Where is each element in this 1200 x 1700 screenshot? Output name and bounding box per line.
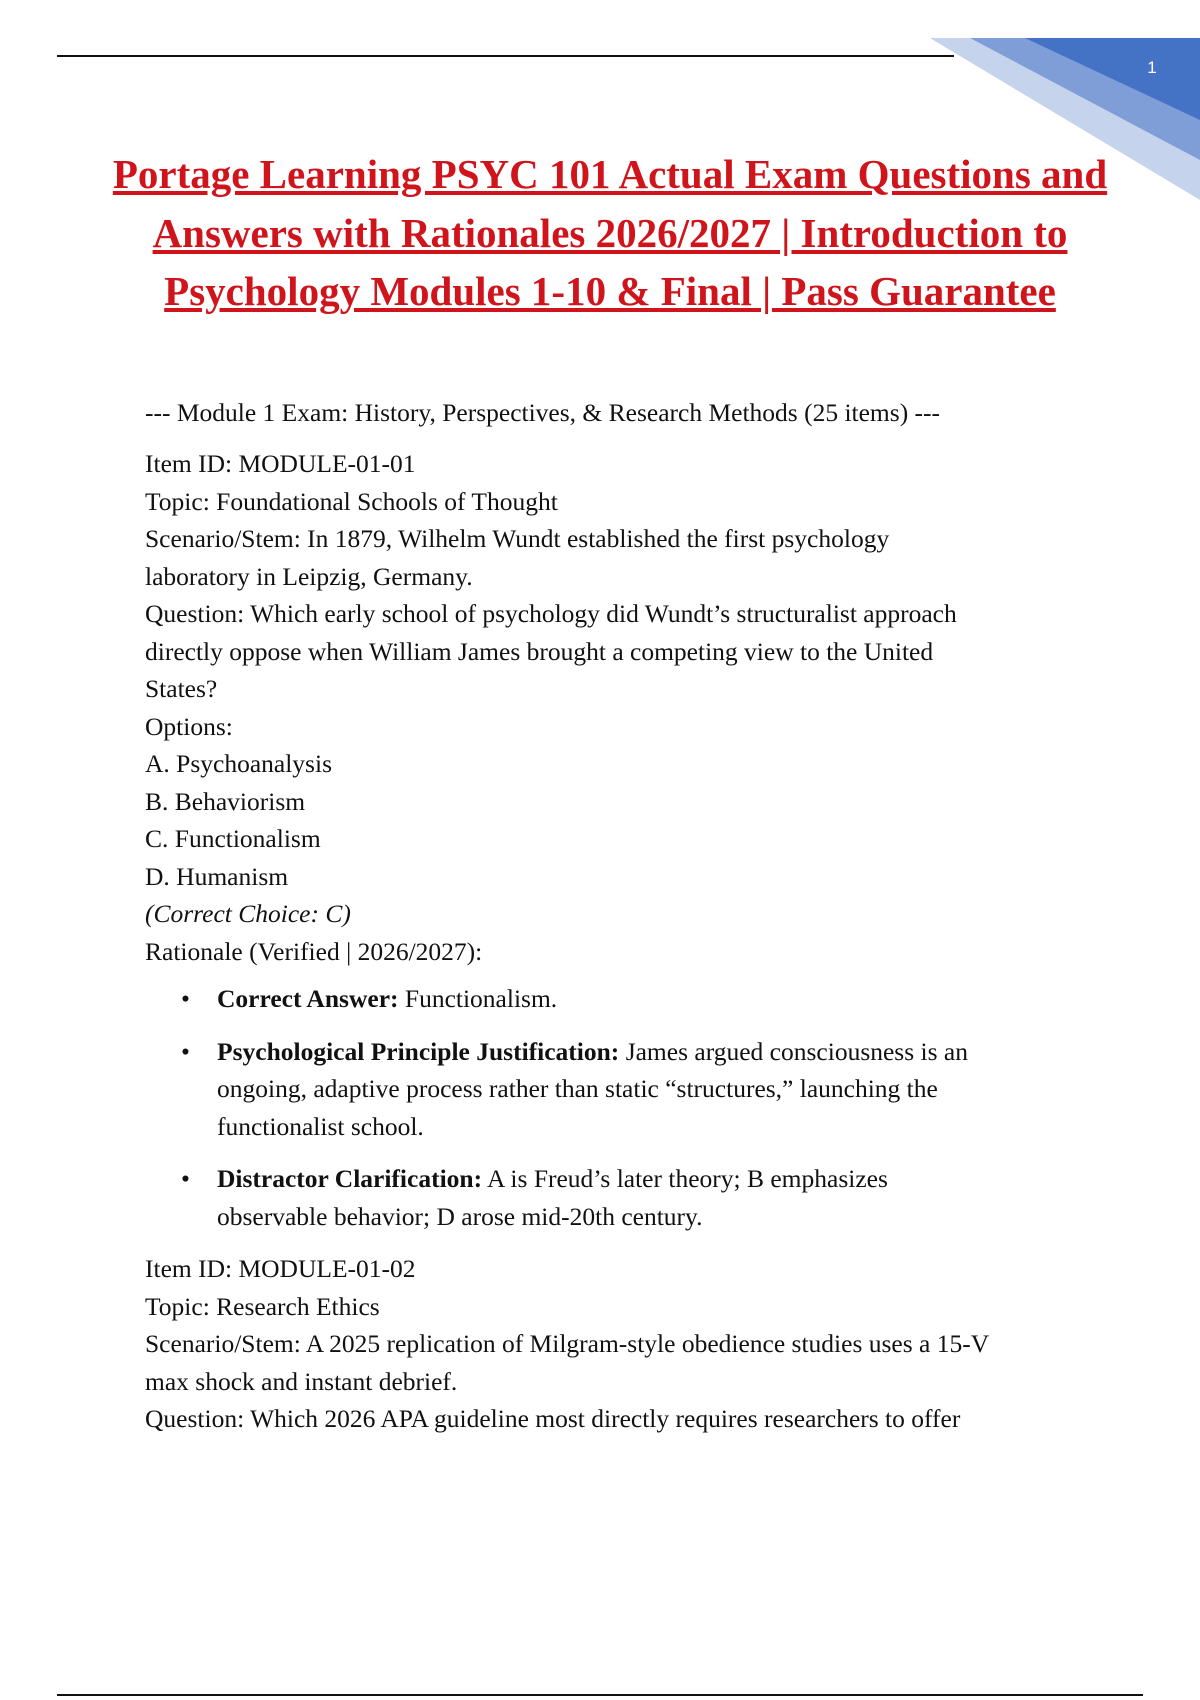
bullet-icon: • xyxy=(181,1036,190,1066)
rationale-bullet-label: Psychological Principle Justification: xyxy=(217,1036,620,1066)
option-d: D. Humanism xyxy=(145,861,289,891)
footer-rule xyxy=(57,1694,1143,1696)
bullet-icon: • xyxy=(181,1164,190,1193)
item-stem-line: Scenario/Stem: In 1879, Wilhelm Wundt established the first psychology xyxy=(145,524,890,553)
bullet-icon: • xyxy=(181,984,190,1013)
header-rule xyxy=(57,55,954,57)
rationale-bullet-text: A is Freud’s later theory; B emphasizes xyxy=(487,1164,888,1193)
rationale-bullet-text: ongoing, adaptive process rather than static “structures,” launching the xyxy=(217,1074,938,1103)
item-stem-line: laboratory in Leipzig, Germany. xyxy=(145,561,473,591)
rationale-bullet-text: functionalist school. xyxy=(217,1111,424,1141)
item-stem-line: max shock and instant debrief. xyxy=(145,1366,458,1396)
correct-choice: (Correct Choice: C) xyxy=(145,899,351,928)
page-number: 1 xyxy=(1147,58,1157,77)
item-id: Item ID: MODULE-01-01 xyxy=(145,449,416,478)
item-topic: Topic: Foundational Schools of Thought xyxy=(145,486,558,516)
rationale-bullet-text: observable behavior; D arose mid-20th century. xyxy=(217,1201,703,1231)
item-id: Item ID: MODULE-01-02 xyxy=(145,1254,416,1283)
option-b: B. Behaviorism xyxy=(145,786,306,816)
exam-item-2 xyxy=(145,1250,1145,1438)
rationale-bullet-justification xyxy=(145,1033,1145,1146)
rationale-label: Rationale (Verified | 2026/2027): xyxy=(145,936,483,966)
item-question-line: directly oppose when William James brought a competing view to the United xyxy=(145,636,934,666)
item-question-line: States? xyxy=(145,674,218,703)
option-a: A. Psychoanalysis xyxy=(145,749,332,778)
rationale-bullet-distractors xyxy=(145,1160,1145,1235)
option-c: C. Functionalism xyxy=(145,824,321,853)
item-topic: Topic: Research Ethics xyxy=(145,1291,380,1321)
rationale-bullet-correct-answer xyxy=(145,980,1145,1018)
rationale-list xyxy=(145,980,1145,1235)
rationale-bullet-text: Functionalism. xyxy=(404,984,558,1013)
item-stem-line: Scenario/Stem: A 2025 replication of Milgram-style obedience studies uses a 15-V xyxy=(145,1329,990,1358)
document-title: Portage Learning PSYC 101 Actual Exam Questions and Answers with Rationales 2026/2027 | Introduction to Psychology Modules 1-10 & Final | Pass Guarantee xyxy=(112,151,1108,314)
document-body xyxy=(145,394,1145,1438)
options-label: Options: xyxy=(145,711,233,741)
rationale-bullet-text: James argued consciousness is an xyxy=(625,1036,968,1066)
module-heading: --- Module 1 Exam: History, Perspectives, & Research Methods (25 items) --- xyxy=(145,398,941,427)
rationale-bullet-label: Distractor Clarification: xyxy=(217,1164,483,1193)
rationale-bullet-label: Correct Answer: xyxy=(217,984,399,1013)
item-question-line: Question: Which 2026 APA guideline most directly requires researchers to offer xyxy=(145,1404,961,1433)
item-question-line: Question: Which early school of psychology did Wundt’s structuralist approach xyxy=(145,599,957,628)
exam-item-1 xyxy=(145,445,1145,1235)
